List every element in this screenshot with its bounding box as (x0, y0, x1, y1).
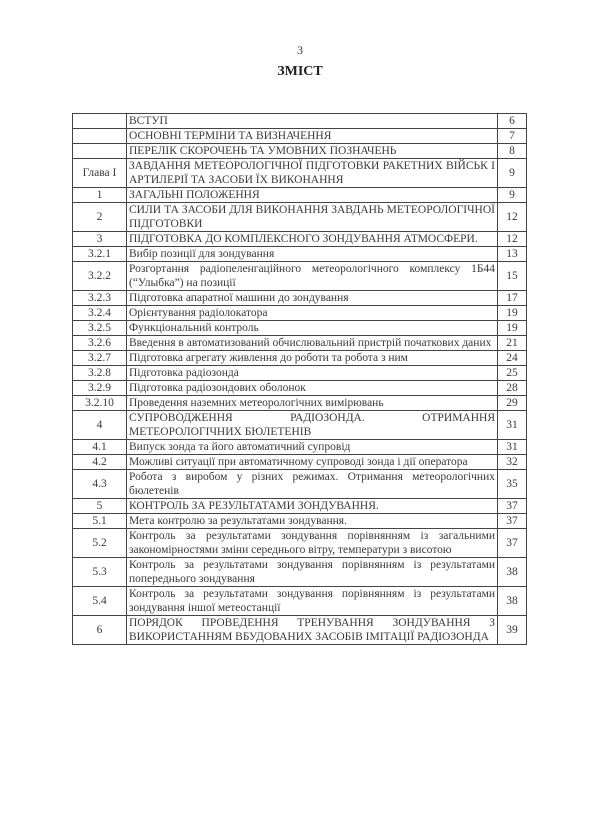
section-title: Функціональний контроль (127, 321, 498, 336)
toc-row (73, 514, 527, 529)
section-number (73, 129, 127, 144)
section-title: ПЕРЕЛІК СКОРОЧЕНЬ ТА УМОВНИХ ПОЗНАЧЕНЬ (127, 144, 498, 159)
section-title: Розгортання радіопеленгаційного метеорологічного комплексу 1Б44 (“Улыбка”) на позиції (127, 262, 498, 291)
section-title: Контроль за результатами зондування порівнянням із загальними закономірностями зміни середнього вітру, температури з висотою (127, 529, 498, 558)
section-number: 4.3 (73, 470, 127, 499)
toc-row (73, 366, 527, 381)
page-ref: 12 (498, 232, 527, 247)
section-title: Контроль за результатами зондування порівнянням із результатами попереднього зондування (127, 558, 498, 587)
page-ref: 38 (498, 587, 527, 616)
toc-row (73, 114, 527, 129)
section-number: 3.2.4 (73, 306, 127, 321)
section-number: 5.3 (73, 558, 127, 587)
toc-row (73, 411, 527, 440)
section-title: КОНТРОЛЬ ЗА РЕЗУЛЬТАТАМИ ЗОНДУВАННЯ. (127, 499, 498, 514)
page-ref: 21 (498, 336, 527, 351)
toc-row (73, 232, 527, 247)
section-number: 1 (73, 188, 127, 203)
section-number: 4.1 (73, 440, 127, 455)
page-ref: 24 (498, 351, 527, 366)
page-ref: 37 (498, 499, 527, 514)
section-number: 3 (73, 232, 127, 247)
page-ref: 31 (498, 440, 527, 455)
page-ref: 38 (498, 558, 527, 587)
section-number (73, 144, 127, 159)
page-ref: 13 (498, 247, 527, 262)
toc-row (73, 262, 527, 291)
page-ref: 9 (498, 159, 527, 188)
section-title: Контроль за результатами зондування порівнянням із результатами зондування іншої метеостанції (127, 587, 498, 616)
toc-row (73, 188, 527, 203)
toc-row (73, 321, 527, 336)
section-title: Введення в автоматизований обчислювальний пристрій початкових даних (127, 336, 498, 351)
toc-row (73, 455, 527, 470)
page-ref: 29 (498, 396, 527, 411)
toc-row (73, 306, 527, 321)
section-title: Можливі ситуації при автоматичному супроводі зонда і дії оператора (127, 455, 498, 470)
page-title: ЗМІСТ (277, 64, 323, 79)
section-number: 3.2.7 (73, 351, 127, 366)
section-number: 3.2.5 (73, 321, 127, 336)
page-ref: 19 (498, 321, 527, 336)
page-ref: 32 (498, 455, 527, 470)
section-number (73, 114, 127, 129)
toc-row (73, 247, 527, 262)
toc-row (73, 381, 527, 396)
section-number: 3.2.8 (73, 366, 127, 381)
page-ref: 19 (498, 306, 527, 321)
toc-row (73, 351, 527, 366)
section-number: 5 (73, 499, 127, 514)
section-title: ПОРЯДОК ПРОВЕДЕННЯ ТРЕНУВАННЯ ЗОНДУВАННЯ З ВИКОРИСТАННЯМ ВБУДОВАНИХ ЗАСОБІВ ІМІТАЦІЇ РАДІОЗОНДА (127, 616, 498, 645)
page-ref: 37 (498, 514, 527, 529)
section-title: Підготовка апаратної машини до зондування (127, 291, 498, 306)
toc-row (73, 396, 527, 411)
section-title: Підготовка радіозонда (127, 366, 498, 381)
page-ref: 7 (498, 129, 527, 144)
toc-row (73, 144, 527, 159)
page-ref: 9 (498, 188, 527, 203)
section-number: 5.1 (73, 514, 127, 529)
section-number: 2 (73, 203, 127, 232)
section-number: 3.2.9 (73, 381, 127, 396)
section-number: 3.2.1 (73, 247, 127, 262)
section-title: Вибір позиції для зондування (127, 247, 498, 262)
section-title: Орієнтування радіолокатора (127, 306, 498, 321)
page-ref: 39 (498, 616, 527, 645)
section-title: ПІДГОТОВКА ДО КОМПЛЕКСНОГО ЗОНДУВАННЯ АТМОСФЕРИ. (127, 232, 498, 247)
section-title: ОСНОВНІ ТЕРМІНИ ТА ВИЗНАЧЕННЯ (127, 129, 498, 144)
table-of-contents (72, 113, 527, 645)
page-ref: 12 (498, 203, 527, 232)
section-number: Глава I (73, 159, 127, 188)
page-number: 3 (297, 43, 303, 57)
section-number: 3.2.2 (73, 262, 127, 291)
section-title: СУПРОВОДЖЕННЯ РАДІОЗОНДА. ОТРИМАННЯ МЕТЕОРОЛОГІЧНИХ БЮЛЕТЕНІВ (127, 411, 498, 440)
page-ref: 6 (498, 114, 527, 129)
toc-row (73, 616, 527, 645)
section-title: Мета контролю за результатами зондування. (127, 514, 498, 529)
section-number: 3.2.3 (73, 291, 127, 306)
page-ref: 17 (498, 291, 527, 306)
page-ref: 28 (498, 381, 527, 396)
section-title: Робота з виробом у різних режимах. Отримання метеорологічних бюлетенів (127, 470, 498, 499)
section-number: 3.2.10 (73, 396, 127, 411)
page-ref: 15 (498, 262, 527, 291)
section-number: 3.2.6 (73, 336, 127, 351)
section-number: 5.4 (73, 587, 127, 616)
section-number: 4 (73, 411, 127, 440)
toc-row (73, 470, 527, 499)
section-title: ЗАГАЛЬНІ ПОЛОЖЕННЯ (127, 188, 498, 203)
toc-row (73, 203, 527, 232)
toc-row (73, 291, 527, 306)
page-ref: 31 (498, 411, 527, 440)
toc-row (73, 499, 527, 514)
toc-row (73, 336, 527, 351)
section-title: Підготовка радіозондових оболонок (127, 381, 498, 396)
page-ref: 35 (498, 470, 527, 499)
page-ref: 37 (498, 529, 527, 558)
section-title: ВСТУП (127, 114, 498, 129)
section-title: ЗАВДАННЯ МЕТЕОРОЛОГІЧНОЇ ПІДГОТОВКИ РАКЕТНИХ ВІЙСЬК І АРТИЛЕРІЇ ТА ЗАСОБИ ЇХ ВИКОНАННЯ (127, 159, 498, 188)
section-title: Підготовка агрегату живлення до роботи та робота з ним (127, 351, 498, 366)
page-ref: 8 (498, 144, 527, 159)
section-number: 5.2 (73, 529, 127, 558)
toc-row (73, 129, 527, 144)
section-title: СИЛИ ТА ЗАСОБИ ДЛЯ ВИКОНАННЯ ЗАВДАНЬ МЕТЕОРОЛОГІЧНОЇ ПІДГОТОВКИ (127, 203, 498, 232)
section-number: 4.2 (73, 455, 127, 470)
toc-row (73, 587, 527, 616)
toc-row (73, 529, 527, 558)
section-number: 6 (73, 616, 127, 645)
toc-row (73, 440, 527, 455)
page-ref: 25 (498, 366, 527, 381)
toc-row (73, 159, 527, 188)
toc-row (73, 558, 527, 587)
section-title: Проведення наземних метеорологічних вимірювань (127, 396, 498, 411)
section-title: Випуск зонда та його автоматичний супровід (127, 440, 498, 455)
